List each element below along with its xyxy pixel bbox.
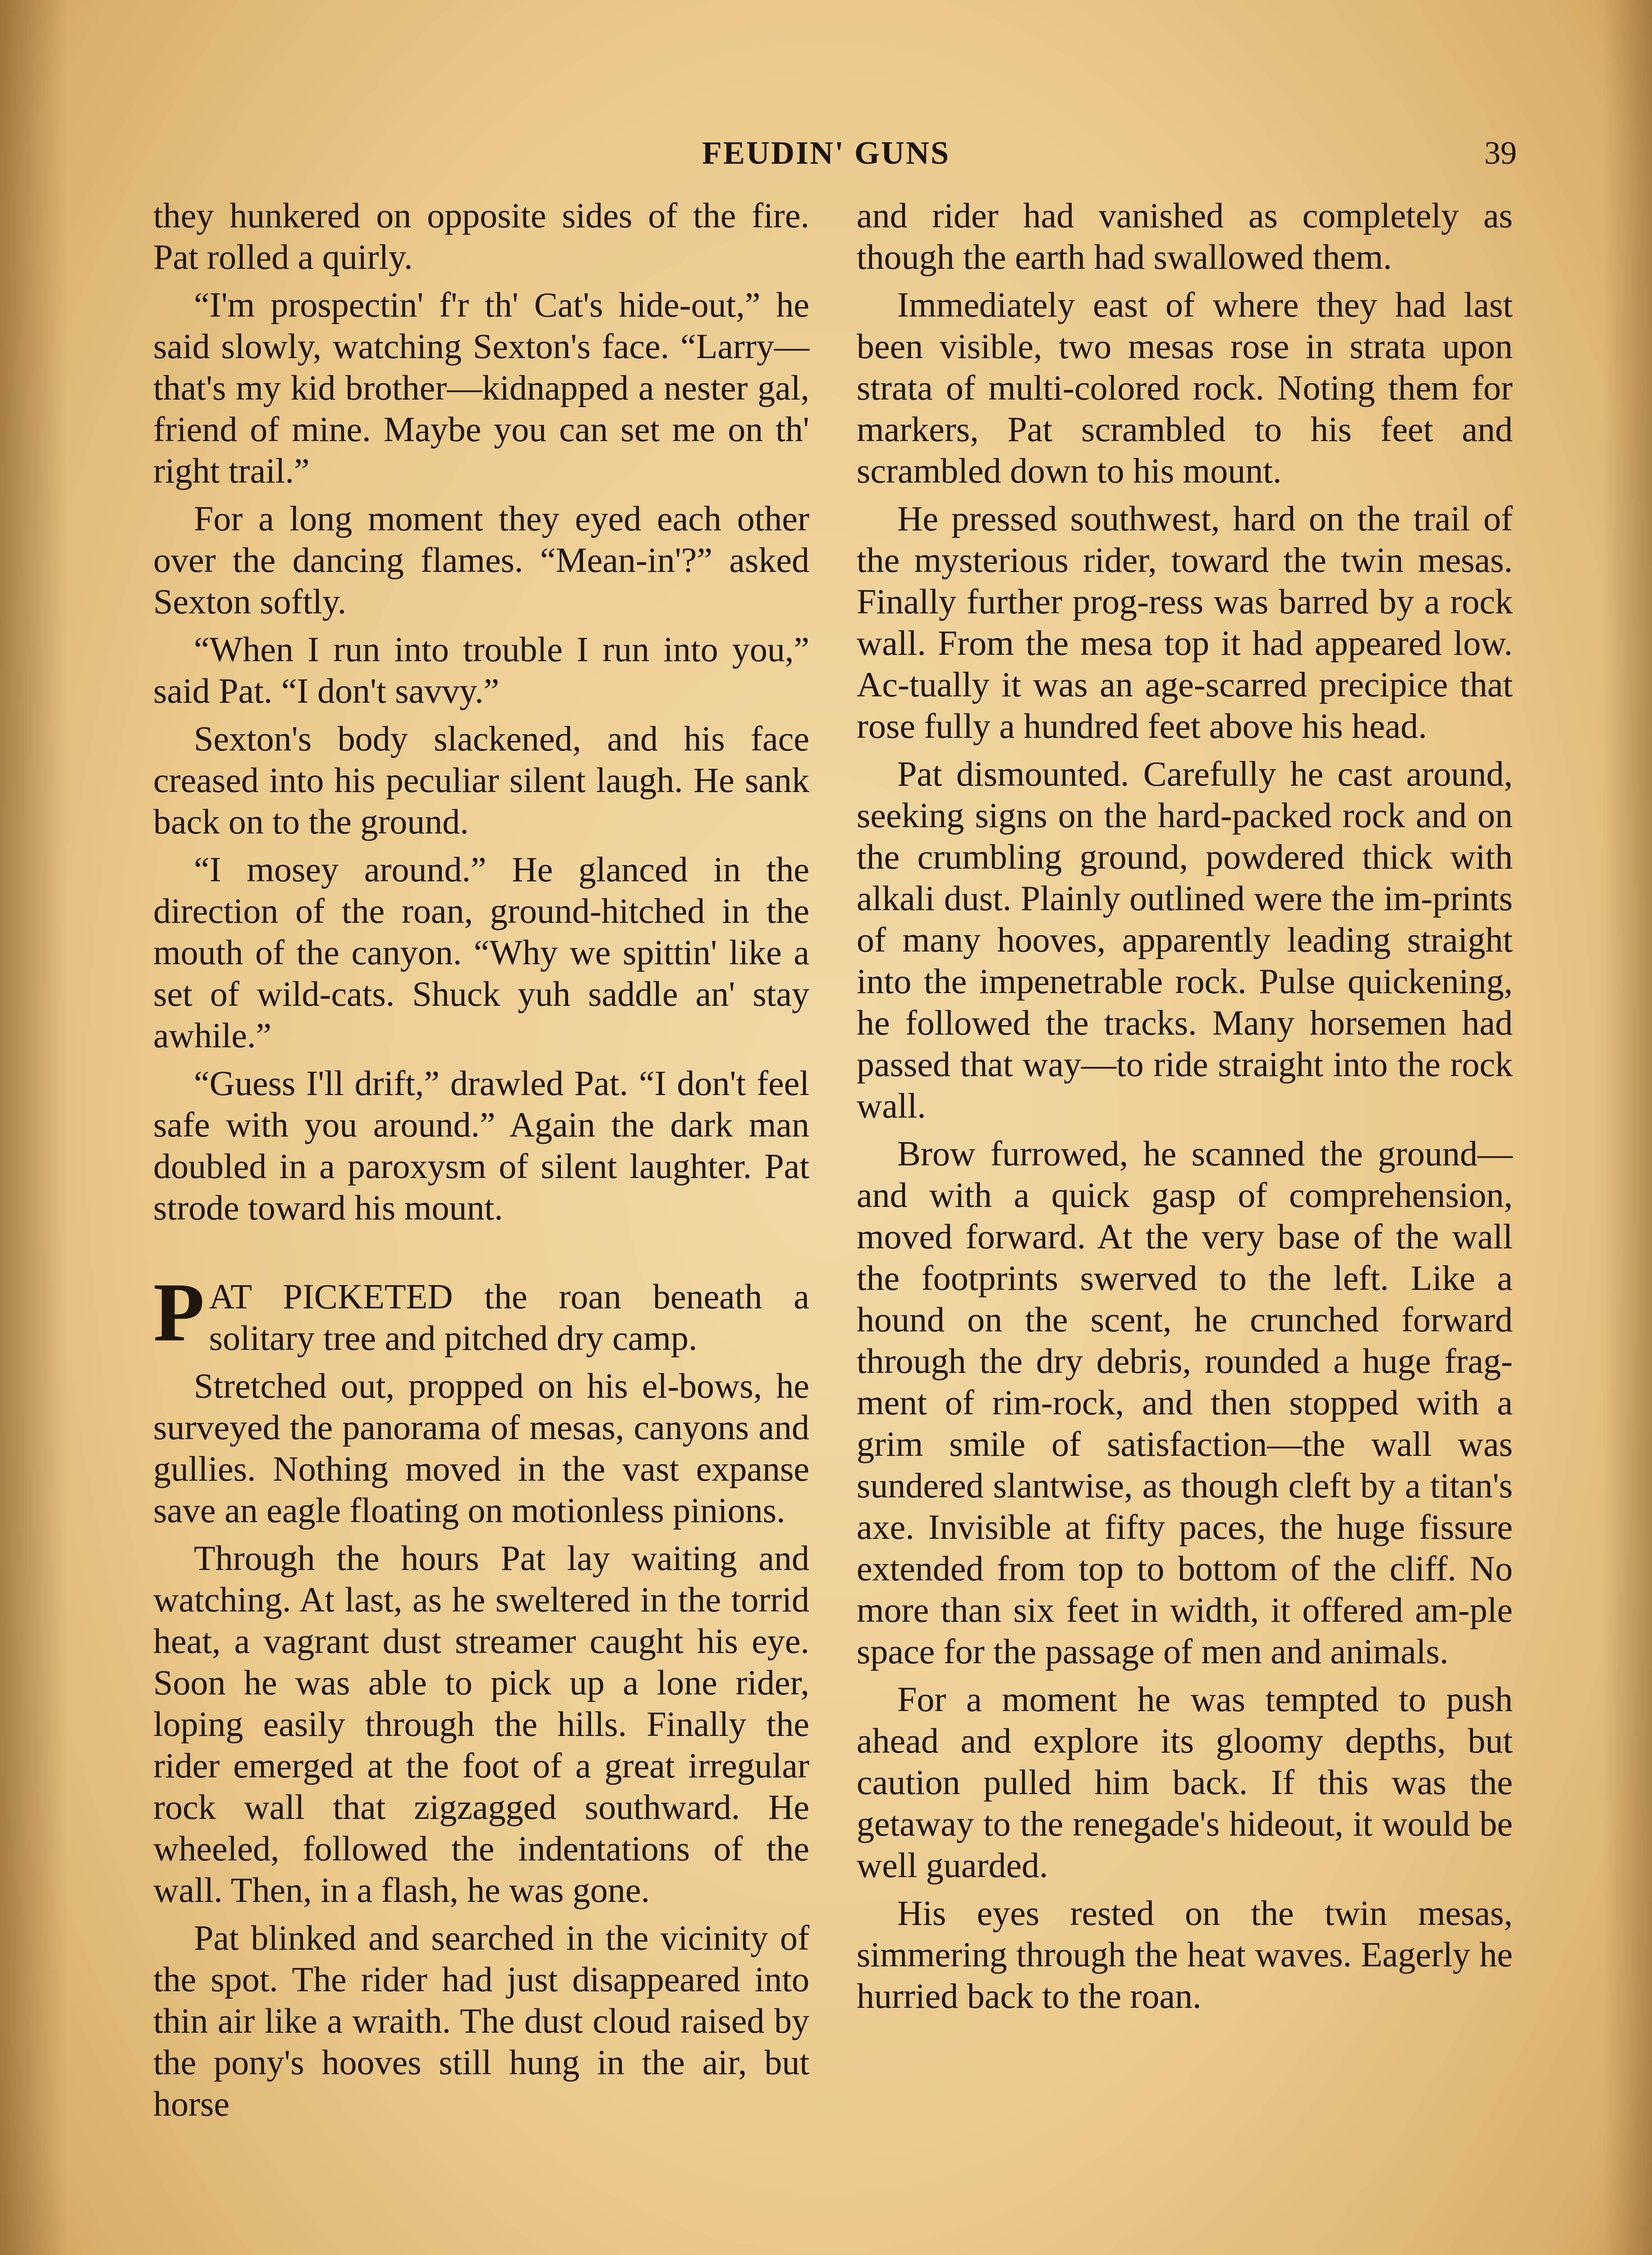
paragraph: Sexton's body slackened, and his face creased into his peculiar silent laugh. He sank back on to the ground.	[153, 719, 809, 841]
paragraph: they hunkered on opposite sides of the fire. Pat rolled a quirly.	[153, 196, 809, 276]
paragraph: His eyes rested on the twin mesas, simmering through the heat waves. Eagerly he hurried back to the roan.	[857, 1893, 1513, 2016]
paragraph-text: the roan beneath a solitary tree and pitched dry camp.	[209, 1277, 809, 1358]
left-column	[153, 195, 809, 2131]
paragraph: Pat dismounted. Carefully he cast around, seeking signs on the hard-packed rock and on the crumbling ground, powdered thick with alkali dust. Plainly outlined were the im-prints of many hooves, apparently leading straight into the impenetrable rock. Pulse quickening, he followed the tracks. Many horsemen had passed that way—to ride straight into the rock wall.	[857, 754, 1513, 1125]
paragraph: For a moment he was tempted to push ahead and explore its gloomy depths, but caution pulled him back. If this was the getaway to the renegade's hideout, it would be well guarded.	[857, 1680, 1513, 1885]
page-number: 39	[1484, 135, 1517, 171]
paragraph: Through the hours Pat lay waiting and watching. At last, as he sweltered in the torrid heat, a vagrant dust streamer caught his eye. Soon he was able to pick up a lone rider, loping easily through the hills. Finally the rider emerged at the foot of a great irregular rock wall that zigzagged southward. He wheeled, followed the indentations of the wall. Then, in a flash, he was gone.	[153, 1538, 809, 1910]
running-title: FEUDIN' GUNS	[702, 135, 950, 171]
section-start-paragraph	[153, 1266, 809, 1359]
paragraph: and rider had vanished as completely as though the earth had swallowed them.	[857, 196, 1513, 276]
paragraph: Pat blinked and searched in the vicinity of the spot. The rider had just disappeared into thin air like a wraith. The dust cloud raised by the pony's hooves still hung in the air, but horse	[153, 1918, 809, 2123]
paragraph: He pressed southwest, hard on the trail of the mysterious rider, toward the twin mesas. Finally further prog-ress was barred by a rock wall. From the mesa top it had appeared low. Ac-tually it was an age-scarred precipice that rose fully a hundred feet above his head.	[857, 499, 1513, 746]
paragraph: Brow furrowed, he scanned the ground—and with a quick gasp of comprehension, moved forward. At the very base of the wall the footprints swerved to the left. Like a hound on the scent, he crunched forward through the dry debris, rounded a huge frag-ment of rim-rock, and then stopped with a grim smile of satisfaction—the wall was sundered slantwise, as though cleft by a titan's axe. Invisible at fifty paces, the huge fissure extended from top to bottom of the cliff. No more than six feet in width, it offered am-ple space for the passage of men and animals.	[857, 1134, 1513, 1671]
lead-in-caps: AT PICKETED	[209, 1277, 453, 1316]
paragraph: “I mosey around.” He glanced in the direction of the roan, ground-hitched in the mouth of the canyon. “Why we spittin' like a set of wild-cats. Shuck yuh saddle an' stay awhile.”	[153, 850, 809, 1055]
paragraph: Immediately east of where they had last been visible, two mesas rose in strata upon strata of multi-colored rock. Noting them for markers, Pat scrambled to his feet and scrambled down to his mount.	[857, 285, 1513, 490]
right-column	[857, 195, 1513, 2023]
paragraph: “Guess I'll drift,” drawled Pat. “I don't feel safe with you around.” Again the dark man doubled in a paroxysm of silent laughter. Pat strode toward his mount.	[153, 1063, 809, 1227]
drop-cap: P	[153, 1266, 205, 1359]
paragraph: “When I run into trouble I run into you,” said Pat. “I don't savvy.”	[153, 630, 809, 710]
paragraph: “I'm prospectin' f'r th' Cat's hide-out,” he said slowly, watching Sexton's face. “Larry—that's my kid brother—kidnapped a nester gal, friend of mine. Maybe you can set me on th' right trail.”	[153, 285, 809, 490]
paragraph: Stretched out, propped on his el-bows, he surveyed the panorama of mesas, canyons and gullies. Nothing moved in the vast expanse save an eagle floating on motionless pinions.	[153, 1366, 809, 1530]
paragraph: For a long moment they eyed each other over the dancing flames. “Mean-in'?” asked Sexton softly.	[153, 499, 809, 621]
